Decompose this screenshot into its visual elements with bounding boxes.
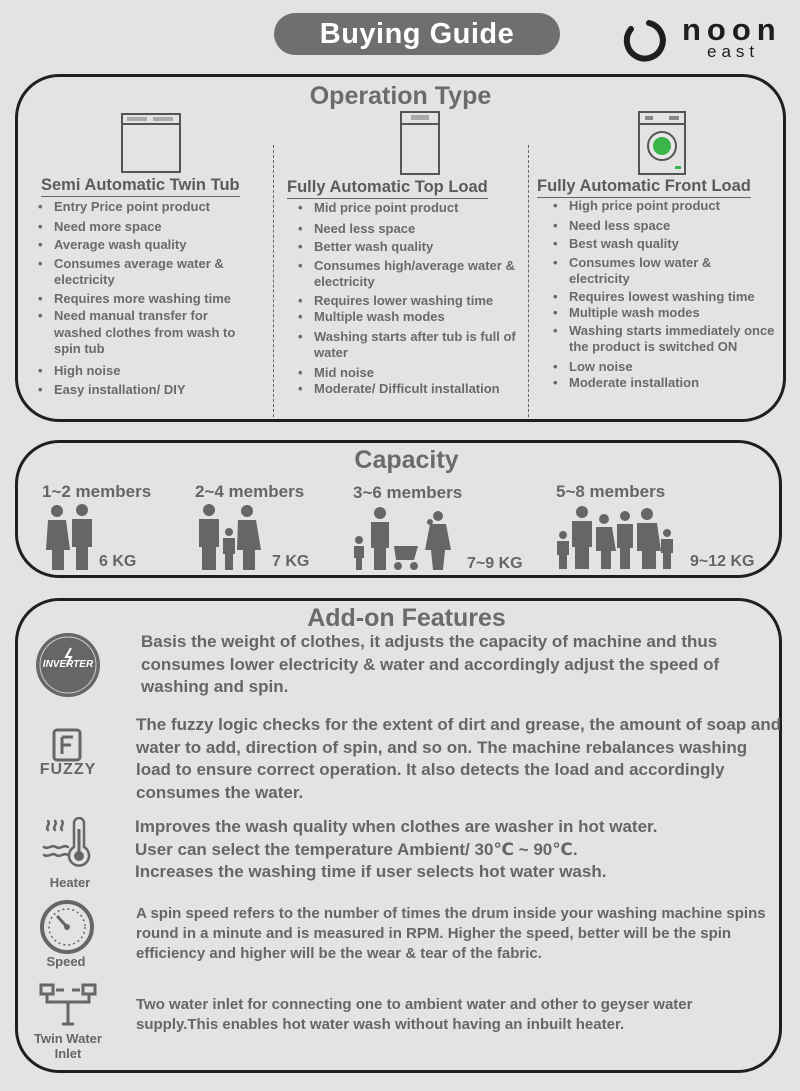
list-item: • Requires lowest washing time (547, 289, 783, 306)
family-of-four-icon (195, 502, 265, 572)
list-item: • Requires more washing time (32, 291, 268, 308)
capacity-members: 1~2 members (42, 482, 152, 501)
top-load-title: Fully Automatic Top Load (287, 178, 488, 199)
list-item: • High price point product (547, 198, 783, 215)
list-item: • Need less space (292, 221, 528, 238)
operation-type-title: Operation Type (309, 82, 492, 110)
semi-automatic-title: Semi Automatic Twin Tub (41, 176, 240, 197)
add-on-features-title: Add-on Features (307, 604, 506, 632)
logo-sub: east (707, 42, 760, 61)
list-item: • Mid price point product (292, 200, 528, 217)
fuzzy-icon (52, 728, 82, 762)
capacity-members: 3~6 members (353, 483, 463, 502)
list-item: • Requires lower washing time (292, 293, 528, 310)
list-item: • Easy installation/ DIY (32, 382, 268, 399)
front-load-feature-list (547, 198, 783, 392)
capacity-kg: 7~9 KG (467, 555, 523, 572)
speed-label: Speed (46, 954, 86, 969)
inverter-description: Basis the weight of clothes, it adjusts the capacity of machine and thus consumes lower electricity & water and accordingly adjust the speed of washing and spin. (141, 632, 720, 696)
semi-automatic-feature-list (32, 199, 268, 399)
top-load-feature-list (292, 200, 528, 398)
twin-water-inlet-icon (38, 982, 98, 1028)
front-load-title: Fully Automatic Front Load (537, 177, 751, 198)
fuzzy-description: The fuzzy logic checks for the extent of dirt and grease, the amount of soap and water to add, direction of spin, and so on. The machine rebalances washing load to ensure correct operation. It also detects the load and accordingly consumes the water. (136, 715, 782, 802)
heater-line: Increases the washing time if user selects hot water wash. (135, 862, 607, 881)
list-item: • Need less space (547, 218, 783, 235)
list-item: • Mid noise (292, 365, 528, 382)
logo-name: noon (682, 12, 782, 47)
large-family-icon (553, 505, 683, 571)
capacity-title: Capacity (354, 446, 459, 474)
heater-description (135, 816, 785, 884)
heater-icon (40, 817, 98, 873)
twin-tub-washer-icon (119, 110, 185, 176)
noon-logo-icon (619, 17, 669, 65)
couple-family-icon (40, 502, 100, 572)
column-divider (273, 145, 274, 417)
list-item: • Low noise (547, 359, 783, 376)
capacity-members: 5~8 members (556, 482, 666, 501)
family-with-stroller-icon (350, 506, 460, 572)
top-load-washer-icon (397, 109, 443, 177)
capacity-kg: 9~12 KG (690, 553, 755, 570)
heater-label: Heater (49, 875, 91, 890)
list-item: • High noise (32, 363, 268, 380)
heater-line: Improves the wash quality when clothes are washer in hot water. (135, 817, 658, 836)
twin-water-inlet-description: Two water inlet for connecting one to ambient water and other to geyser water supply.This enables hot water wash without having an inbuilt heater. (136, 996, 693, 1033)
speed-icon (38, 899, 96, 955)
capacity-members: 2~4 members (195, 482, 305, 501)
list-item: • Need more space (32, 219, 268, 236)
list-item: • Entry Price point product (32, 199, 268, 216)
list-item: • Moderate/ Difficult installation (292, 381, 528, 398)
list-item: • Multiple wash modes (292, 309, 528, 326)
front-load-washer-icon (636, 110, 688, 176)
inverter-label: INVERTER (42, 659, 94, 670)
speed-description: A spin speed refers to the number of times the drum inside your washing machine spins round in a minute and is measured in RPM. Higher the speed, better will be the spin efficiency and higher will be the wear & tear of the fabric. (136, 905, 766, 962)
capacity-kg: 6 KG (99, 553, 137, 570)
list-item: • Moderate installation (547, 375, 783, 392)
list-item: • Consumes low water & electricity (547, 255, 747, 288)
list-item: • Better wash quality (292, 239, 528, 256)
list-item: • Multiple wash modes (547, 305, 783, 322)
list-item: • Average wash quality (32, 237, 268, 254)
list-item: • Best wash quality (547, 236, 783, 253)
list-item: • Need manual transfer for washed clothes from wash to spin tub (32, 308, 252, 358)
list-item: • Washing starts after tub is full of water (292, 329, 524, 362)
page-title: Buying Guide (274, 13, 560, 55)
fuzzy-label: FUZZY (39, 761, 97, 778)
column-divider (528, 145, 529, 417)
capacity-kg: 7 KG (272, 553, 310, 570)
list-item: • Consumes average water & electricity (32, 256, 237, 289)
list-item: • Consumes high/average water & electricity (292, 258, 517, 291)
list-item: • Washing starts immediately once the product is switched ON (547, 323, 779, 356)
twin-water-inlet-label: Twin Water Inlet (34, 1031, 102, 1061)
heater-line: User can select the temperature Ambient/ 30℃ ~ 90℃. (135, 839, 578, 859)
